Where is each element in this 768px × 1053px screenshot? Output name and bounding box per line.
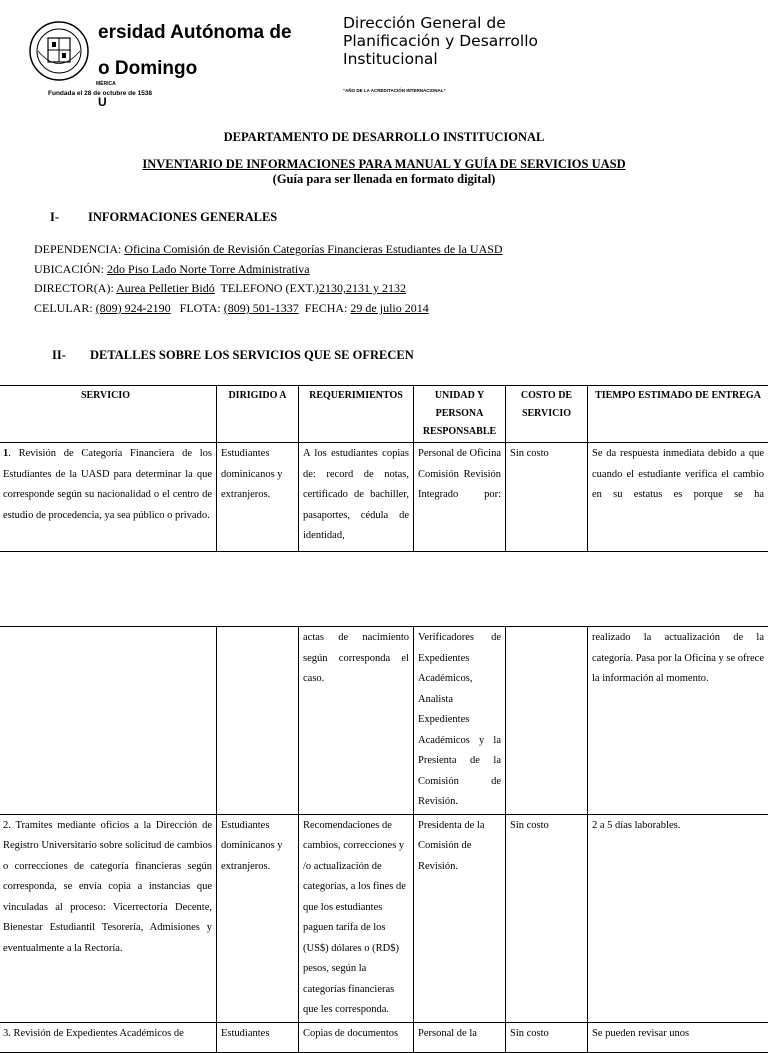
section1-number: I- xyxy=(50,210,59,225)
header-tiempo: TIEMPO ESTIMADO DE ENTREGA xyxy=(588,386,768,443)
row1-unidad: Personal de Oficina Comisión Revisión Integrado por: xyxy=(414,443,506,552)
section2-title: DETALLES SOBRE LOS SERVICIOS QUE SE OFRECEN xyxy=(90,348,414,363)
row3-servicio: 3. Revisión de Expedientes Académicos de xyxy=(0,1022,217,1052)
telefono-label: TELEFONO (EXT.) xyxy=(215,281,319,295)
row3-costo: Sin costo xyxy=(506,1022,588,1052)
founded-caption: Fundada el 28 de octubre de 1538 xyxy=(48,90,152,97)
row3-dirigido: Estudiantes xyxy=(217,1022,299,1052)
row2-unidad: Presidenta de la Comisión de Revisión. xyxy=(414,814,506,1022)
table-row xyxy=(0,1022,768,1052)
row2-costo: Sin costo xyxy=(506,814,588,1022)
flota-label: FLOTA: xyxy=(171,301,224,315)
row2-dirigido: Estudiantes dominicanos y extranjeros. xyxy=(217,814,299,1022)
table-row xyxy=(0,627,768,815)
header-dirigido: DIRIGIDO A xyxy=(217,386,299,443)
row1-costo: Sin costo xyxy=(506,443,588,552)
section2-number: II- xyxy=(52,348,66,363)
table-row xyxy=(0,814,768,1022)
row1-cont-unidad: Verificadores de Expedientes Académicos, Analista Expedientes Académicos y la Presienta de la Comisión de Revisión. xyxy=(414,627,506,815)
row1-tiempo: Se da respuesta inmediata debido a que cuando el estudiante verifica el cambio en su estatus es porque se ha xyxy=(588,443,768,552)
row1-cont-servicio xyxy=(0,627,217,815)
row1-cont-tiempo: realizado la actualización de la categoría. Pasa por la Oficina y se ofrece la información al momento. xyxy=(588,627,768,815)
header-requerimientos: REQUERIMIENTOS xyxy=(299,386,414,443)
flota-value: (809) 501-1337 xyxy=(224,301,299,315)
row1-cont-dirigido xyxy=(217,627,299,815)
section1-title: INFORMACIONES GENERALES xyxy=(88,210,277,225)
department-title: DEPARTAMENTO DE DESARROLLO INSTITUCIONAL xyxy=(0,130,768,145)
row3-unidad: Personal de la xyxy=(414,1022,506,1052)
row3-tiempo: Se pueden revisar unos xyxy=(588,1022,768,1052)
row1-servicio xyxy=(0,443,217,552)
row2-requerimientos: Recomendaciones de cambios, correcciones y /o actualización de categorías, a los fines de que los estudiantes paguen tarifa de los (US$) dólares o (RD$) pesos, según la categorías financieras que les corresponda. xyxy=(299,814,414,1022)
table-row xyxy=(0,443,768,552)
row1-dirigido: Estudiantes dominicanos y extranjeros. xyxy=(217,443,299,552)
america-caption: MÉRICA xyxy=(96,81,116,87)
director-label: DIRECTOR(A): xyxy=(34,281,116,295)
header-unidad: UNIDAD Y PERSONA RESPONSABLE xyxy=(414,386,506,443)
university-seal-icon xyxy=(28,20,90,82)
celular-value: (809) 924-2190 xyxy=(96,301,171,315)
dependencia-label: DEPENDENCIA: xyxy=(34,242,124,256)
celular-line xyxy=(34,301,429,316)
telefono-value: 2130,2131 y 2132 xyxy=(319,281,406,295)
dependencia-line xyxy=(34,242,503,257)
header-servicio: SERVICIO xyxy=(0,386,217,443)
header-costo: COSTO DE SERVICIO xyxy=(506,386,588,443)
row1-servicio-text: . Revisión de Categoría Financiera de los Estudiantes de la UASD para determinar la que corresponde según su nacionalidad o el centro de estudio de procedencia, ya sea público o privado. xyxy=(3,448,212,521)
row3-requerimientos: Copias de documentos xyxy=(299,1022,414,1052)
services-table-page2 xyxy=(0,626,768,1053)
row2-tiempo: 2 a 5 días laborables. xyxy=(588,814,768,1022)
university-name-line2: o Domingo xyxy=(98,58,197,80)
ubicacion-line xyxy=(34,262,310,277)
year-note: "AÑO DE LA ACREDITACIÓN INTERNACIONAL" xyxy=(343,88,446,93)
office-title: Dirección General de Planificación y Desarrollo Institucional xyxy=(343,14,553,68)
row1-number: 1 xyxy=(3,448,8,459)
row1-requerimientos: A los estudiantes copias de: record de notas, certificado de bachiller, pasaportes, cédula de identidad, xyxy=(299,443,414,552)
celular-label: CELULAR: xyxy=(34,301,96,315)
table-header-row xyxy=(0,386,768,443)
university-name-line1: ersidad Autónoma de xyxy=(98,22,292,44)
ubicacion-value: 2do Piso Lado Norte Torre Administrativa xyxy=(107,262,310,276)
director-line xyxy=(34,281,406,296)
u-mark: U xyxy=(98,95,107,109)
row2-servicio: 2. Tramites mediante oficios a la Dirección de Registro Universitario sobre solicitud de cambios o correcciones de categoría financieras según corresponda, se envía copia a instancias que vinculadas al proceso: Vicerrectoría Decente, Bienestar Estudiantil Tesorería, Admisiones y eventualmente a la Rectoría. xyxy=(0,814,217,1022)
fecha-label: FECHA: xyxy=(299,301,351,315)
row1-cont-requerimientos: actas de nacimiento según corresponda el caso. xyxy=(299,627,414,815)
dependencia-value: Oficina Comisión de Revisión Categorías Financieras Estudiantes de la UASD xyxy=(124,242,502,256)
document-title: INVENTARIO DE INFORMACIONES PARA MANUAL Y GUÍA DE SERVICIOS UASD xyxy=(0,157,768,172)
director-value: Aurea Pelletier Bidó xyxy=(116,281,215,295)
services-table-page1 xyxy=(0,385,768,552)
fecha-value: 29 de julio 2014 xyxy=(350,301,428,315)
row1-cont-costo xyxy=(506,627,588,815)
document-subtitle: (Guía para ser llenada en formato digital) xyxy=(0,172,768,187)
ubicacion-label: UBICACIÓN: xyxy=(34,262,107,276)
